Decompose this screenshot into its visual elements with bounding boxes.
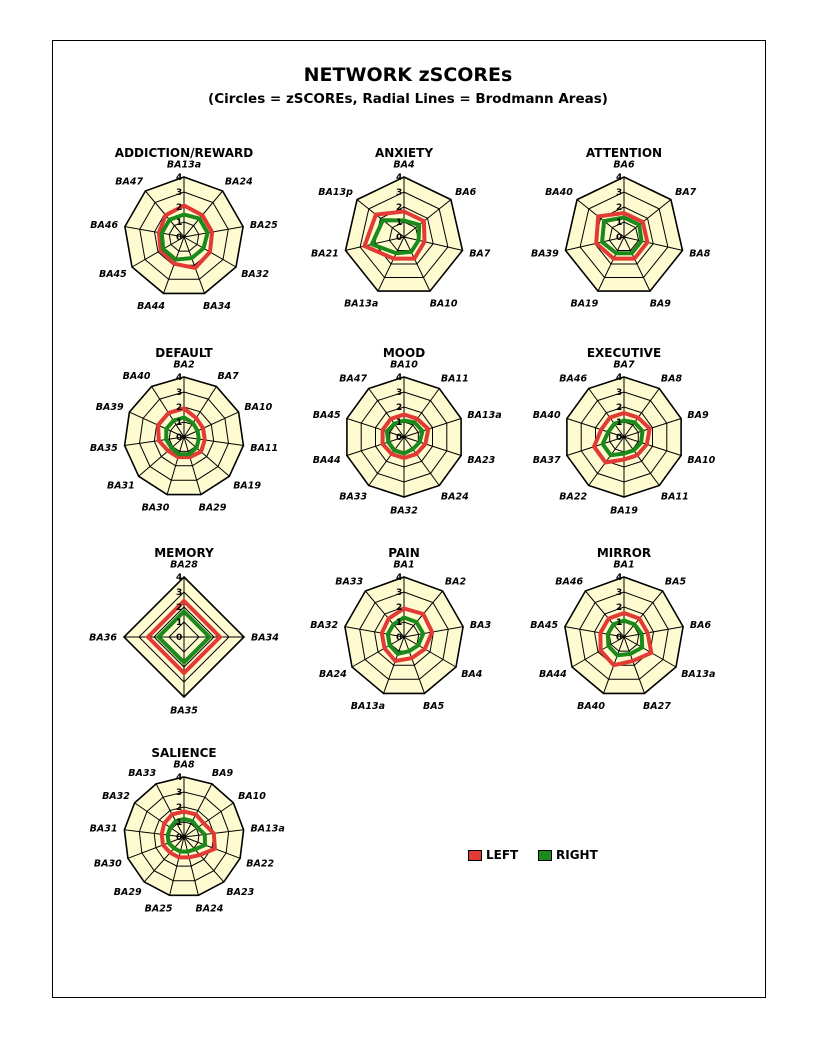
memory-rtick-4: 4 — [176, 573, 183, 583]
default-axis-label-ba31: BA31 — [106, 480, 135, 492]
mood-rtick-3: 3 — [396, 388, 403, 398]
attention-axis-label-ba8: BA8 — [689, 248, 711, 260]
executive-rtick-1: 1 — [616, 418, 623, 428]
radar-attention — [531, 146, 711, 309]
attention-rtick-0: 0 — [616, 233, 623, 243]
mirror-axis-label-ba44: BA44 — [538, 669, 567, 680]
mood-axis-label-ba45: BA45 — [312, 409, 341, 421]
executive-title: EXECUTIVE — [586, 346, 662, 360]
salience-rtick-2: 2 — [176, 803, 183, 813]
mood-rtick-4: 4 — [396, 373, 403, 383]
pain-rtick-2: 2 — [396, 603, 403, 613]
mood-axis-label-ba10: BA10 — [390, 359, 418, 371]
attention-rtick-1: 1 — [616, 218, 623, 228]
default-axis-label-ba30: BA30 — [141, 502, 170, 514]
radar-addiction-reward — [90, 146, 278, 312]
executive-axis-label-ba46: BA46 — [559, 373, 588, 385]
legend-left-label: LEFT — [486, 848, 519, 862]
executive-axis-label-ba10: BA10 — [687, 455, 716, 467]
attention-axis-label-ba19: BA19 — [570, 298, 599, 310]
memory-axis-label-ba35: BA35 — [170, 705, 198, 717]
legend-left — [468, 848, 518, 862]
default-axis-label-ba7: BA7 — [217, 371, 239, 383]
radar-pain — [310, 546, 491, 712]
attention-axis-label-ba7: BA7 — [675, 187, 697, 198]
addiction-reward-axis-label-ba46: BA46 — [90, 219, 119, 231]
addiction-reward-axis-label-ba47: BA47 — [115, 176, 144, 188]
anxiety-title: ANXIETY — [374, 146, 434, 160]
addiction-reward-axis-label-ba34: BA34 — [203, 301, 231, 313]
executive-axis-label-ba9: BA9 — [687, 409, 709, 421]
default-axis-label-ba39: BA39 — [95, 402, 124, 414]
radar-mirror — [530, 546, 715, 712]
executive-axis-label-ba8: BA8 — [660, 373, 683, 385]
anxiety-rtick-1: 1 — [396, 218, 403, 228]
radar-mood — [313, 346, 502, 517]
mirror-rtick-4: 4 — [616, 573, 623, 583]
addiction-reward-rtick-2: 2 — [176, 203, 183, 213]
radar-salience — [90, 746, 285, 914]
mood-axis-label-ba23: BA23 — [467, 455, 496, 467]
salience-rtick-4: 4 — [176, 773, 183, 783]
anxiety-axis-label-ba21: BA21 — [310, 248, 339, 260]
mirror-axis-label-ba1: BA1 — [613, 559, 635, 571]
pain-axis-label-ba32: BA32 — [310, 619, 339, 631]
anxiety-rtick-2: 2 — [396, 203, 403, 213]
salience-axis-label-ba31: BA31 — [89, 823, 118, 835]
pain-axis-label-ba1: BA1 — [393, 559, 415, 571]
addiction-reward-rtick-3: 3 — [176, 188, 183, 198]
attention-rtick-3: 3 — [616, 188, 623, 198]
addiction-reward-rtick-0: 0 — [176, 233, 183, 243]
memory-title: MEMORY — [154, 546, 214, 560]
addiction-reward-rtick-1: 1 — [176, 218, 183, 228]
salience-axis-label-ba22: BA22 — [246, 858, 275, 870]
addiction-reward-axis-label-ba32: BA32 — [241, 269, 270, 280]
default-rtick-4: 4 — [176, 373, 183, 383]
default-rtick-0: 0 — [176, 433, 183, 443]
attention-rtick-4: 4 — [616, 173, 623, 183]
anxiety-rtick-0: 0 — [396, 233, 403, 243]
attention-rtick-2: 2 — [616, 203, 623, 213]
attention-axis-label-ba40: BA40 — [545, 187, 573, 198]
mood-axis-label-ba32: BA32 — [390, 505, 418, 517]
pain-rtick-1: 1 — [396, 618, 403, 628]
salience-axis-label-ba24: BA24 — [195, 903, 224, 915]
pain-axis-label-ba24: BA24 — [318, 669, 347, 680]
attention-axis-label-ba39: BA39 — [530, 248, 559, 260]
salience-axis-label-ba25: BA25 — [144, 903, 173, 915]
memory-axis-label-ba34: BA34 — [251, 632, 279, 644]
pain-axis-label-ba2: BA2 — [444, 576, 467, 588]
mood-axis-label-ba13a: BA13a — [467, 409, 502, 421]
pain-title: PAIN — [388, 546, 420, 560]
legend-right-label: RIGHT — [556, 848, 598, 862]
addiction-reward-axis-label-ba13a: BA13a — [166, 159, 202, 171]
salience-axis-label-ba8: BA8 — [173, 759, 195, 771]
default-axis-label-ba29: BA29 — [198, 502, 227, 514]
pain-rtick-3: 3 — [396, 588, 403, 598]
memory-rtick-0: 0 — [176, 633, 183, 643]
mirror-title: MIRROR — [596, 546, 652, 560]
legend-left-swatch — [468, 850, 482, 861]
mood-rtick-2: 2 — [396, 403, 403, 413]
salience-axis-label-ba9: BA9 — [211, 767, 234, 779]
salience-rtick-1: 1 — [176, 818, 183, 828]
attention-title: ATTENTION — [585, 146, 663, 160]
mirror-axis-label-ba27: BA27 — [643, 701, 671, 713]
pain-axis-label-ba3: BA3 — [469, 619, 492, 631]
default-rtick-2: 2 — [176, 403, 183, 413]
memory-rtick-2: 2 — [176, 603, 183, 613]
default-title: DEFAULT — [155, 346, 213, 360]
default-rtick-3: 3 — [176, 388, 183, 398]
anxiety-rtick-3: 3 — [396, 188, 403, 198]
mirror-rtick-0: 0 — [616, 633, 623, 643]
memory-rtick-1: 1 — [176, 618, 183, 628]
radar-executive — [533, 346, 716, 517]
default-rtick-1: 1 — [176, 418, 183, 428]
executive-rtick-2: 2 — [616, 403, 623, 413]
anxiety-axis-label-ba10: BA10 — [429, 298, 458, 310]
mood-axis-label-ba24: BA24 — [440, 491, 469, 503]
pain-axis-label-ba33: BA33 — [335, 576, 364, 588]
addiction-reward-axis-label-ba25: BA25 — [249, 219, 278, 231]
executive-axis-label-ba22: BA22 — [559, 491, 588, 503]
executive-axis-label-ba19: BA19 — [610, 505, 638, 517]
mood-axis-label-ba11: BA11 — [440, 373, 469, 385]
mood-title: MOOD — [382, 346, 426, 360]
memory-axis-label-ba28: BA28 — [170, 559, 198, 571]
memory-axis-label-ba36: BA36 — [89, 632, 117, 644]
pain-rtick-0: 0 — [396, 633, 403, 643]
executive-axis-label-ba7: BA7 — [613, 359, 635, 371]
salience-axis-label-ba10: BA10 — [238, 791, 266, 802]
mirror-rtick-2: 2 — [616, 603, 623, 613]
anxiety-axis-label-ba13a: BA13a — [344, 298, 379, 310]
salience-axis-label-ba13a: BA13a — [250, 823, 285, 835]
salience-axis-label-ba30: BA30 — [93, 858, 122, 870]
memory-rtick-3: 3 — [176, 588, 183, 598]
attention-axis-label-ba6: BA6 — [613, 159, 635, 171]
legend-right-swatch — [538, 850, 552, 861]
default-axis-label-ba11: BA11 — [250, 442, 279, 454]
mood-rtick-1: 1 — [396, 418, 403, 428]
radar-anxiety — [311, 146, 491, 309]
addiction-reward-axis-label-ba24: BA24 — [224, 176, 253, 188]
page-title: NETWORK zSCOREs — [303, 64, 513, 86]
addiction-reward-rtick-4: 4 — [176, 173, 183, 183]
executive-rtick-0: 0 — [616, 433, 623, 443]
page-subtitle: (Circles = zSCOREs, Radial Lines = Brodmann Areas) — [208, 91, 608, 107]
anxiety-axis-label-ba13p: BA13p — [318, 187, 353, 198]
anxiety-axis-label-ba4: BA4 — [393, 159, 415, 171]
mirror-axis-label-ba45: BA45 — [530, 619, 559, 631]
default-axis-label-ba19: BA19 — [233, 480, 262, 492]
mood-axis-label-ba33: BA33 — [339, 491, 368, 503]
anxiety-axis-label-ba7: BA7 — [469, 248, 491, 260]
executive-rtick-3: 3 — [616, 388, 623, 398]
radar-default — [90, 346, 278, 514]
default-axis-label-ba35: BA35 — [89, 442, 118, 454]
executive-axis-label-ba37: BA37 — [532, 455, 561, 467]
pain-axis-label-ba5: BA5 — [423, 701, 445, 713]
mood-axis-label-ba44: BA44 — [312, 455, 341, 467]
pain-axis-label-ba13a: BA13a — [350, 701, 385, 713]
executive-axis-label-ba40: BA40 — [532, 409, 561, 421]
attention-axis-label-ba9: BA9 — [649, 298, 671, 310]
pain-rtick-4: 4 — [396, 573, 403, 583]
executive-rtick-4: 4 — [616, 373, 623, 383]
executive-axis-label-ba11: BA11 — [660, 491, 689, 503]
mood-rtick-0: 0 — [396, 433, 403, 443]
anxiety-rtick-4: 4 — [396, 173, 403, 183]
mirror-axis-label-ba6: BA6 — [689, 619, 712, 631]
radar-memory — [89, 546, 279, 717]
mood-axis-label-ba47: BA47 — [339, 373, 368, 385]
pain-axis-label-ba4: BA4 — [461, 669, 483, 680]
mirror-axis-label-ba5: BA5 — [664, 576, 687, 588]
mirror-axis-label-ba46: BA46 — [555, 576, 584, 588]
addiction-reward-axis-label-ba44: BA44 — [137, 301, 165, 313]
salience-rtick-0: 0 — [176, 833, 183, 843]
salience-axis-label-ba29: BA29 — [113, 887, 142, 899]
anxiety-axis-label-ba6: BA6 — [455, 187, 477, 198]
mirror-axis-label-ba40: BA40 — [577, 701, 605, 713]
mirror-rtick-1: 1 — [616, 618, 623, 628]
addiction-reward-axis-label-ba45: BA45 — [98, 269, 127, 280]
legend-right — [538, 848, 598, 862]
mirror-rtick-3: 3 — [616, 588, 623, 598]
addiction-reward-title: ADDICTION/REWARD — [114, 146, 254, 160]
salience-title: SALIENCE — [151, 746, 217, 760]
default-axis-label-ba40: BA40 — [122, 371, 151, 383]
default-axis-label-ba10: BA10 — [244, 402, 273, 414]
salience-axis-label-ba32: BA32 — [102, 791, 130, 802]
default-axis-label-ba2: BA2 — [173, 359, 195, 371]
salience-axis-label-ba23: BA23 — [226, 887, 255, 899]
salience-rtick-3: 3 — [176, 788, 183, 798]
salience-axis-label-ba33: BA33 — [128, 767, 157, 779]
mirror-axis-label-ba13a: BA13a — [681, 669, 716, 680]
